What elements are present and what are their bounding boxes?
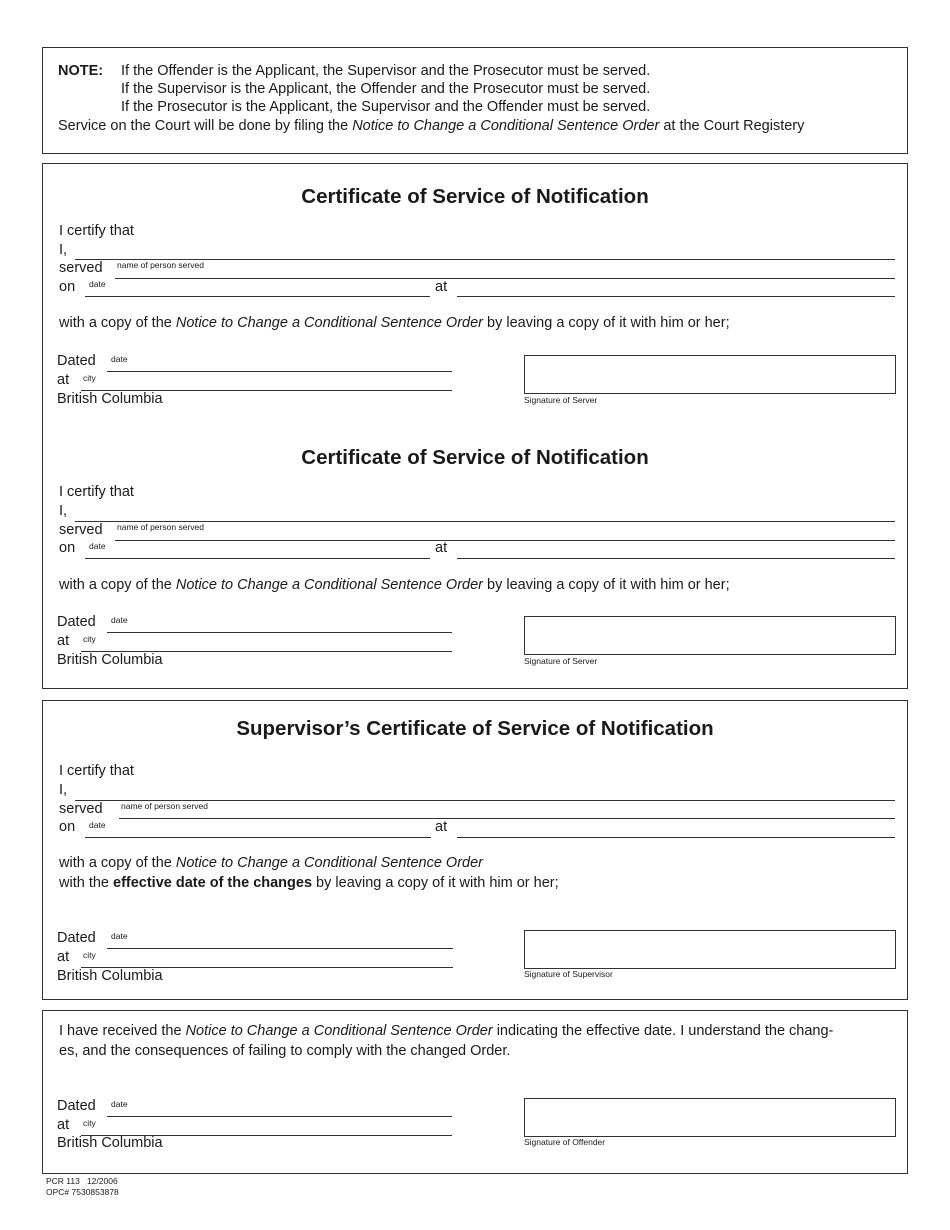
supervisor-signature-label: Signature of Supervisor [524,969,613,979]
cert1-person-served-field[interactable] [115,278,895,279]
offender-acknowledgement-box [42,1010,908,1174]
supervisor-effective-date-text: with the effective date of the changes by leaving a copy of it with him or her; [59,875,559,891]
supervisor-on-label: on [59,819,76,835]
note-line-1: If the Offender is the Applicant, the Supervisor and the Prosecutor must be served. [121,63,651,79]
cert1-certify-text: I certify that [59,223,134,239]
cert1-dated-field[interactable] [107,371,452,372]
offender-signature-label: Signature of Offender [524,1137,606,1147]
supervisor-signature-box[interactable] [524,930,896,969]
supervisor-dated-field[interactable] [107,948,453,949]
supervisor-copy-text: with a copy of the Notice to Change a Conditional Sentence Order [59,855,483,871]
note-line-2: If the Supervisor is the Applicant, the Offender and the Prosecutor must be served. [121,81,651,97]
note-box [42,47,908,154]
opc-number: OPC# 7530853878 [46,1187,119,1197]
cert1-i-label: I, [59,242,68,258]
server-certificates-box [42,163,908,689]
supervisor-city-hint: city [83,950,96,960]
supervisor-dated-hint: date [111,931,128,941]
supervisor-served-date-field[interactable] [85,837,431,838]
cert2-dated-label: Dated [57,614,96,630]
cert2-at2-label: at [57,633,70,649]
supervisor-title: Supervisor’s Certificate of Service of Notification [236,717,714,740]
supervisor-served-label: served [59,801,103,817]
cert2-dated-field[interactable] [107,632,452,633]
offender-received-text: I have received the Notice to Change a Conditional Sentence Order indicating the effective date. I understand the chang- [59,1023,834,1039]
cert1-dated-label: Dated [57,353,96,369]
offender-dated-hint: date [111,1099,128,1109]
cert1-date-hint: date [89,279,106,289]
form-id: PCR 113 12/2006 [46,1176,118,1186]
cert2-name-hint: name of person served [117,522,204,532]
offender-dated-label: Dated [57,1098,96,1114]
supervisor-served-place-field[interactable] [457,837,895,838]
cert1-served-place-field[interactable] [457,296,895,297]
cert2-dated-hint: date [111,615,128,625]
cert1-city-hint: city [83,373,96,383]
cert1-title: Certificate of Service of Notification [301,185,649,208]
offender-at2-label: at [57,1117,70,1133]
supervisor-at-label: at [435,819,448,835]
supervisor-i-label: I, [59,782,68,798]
supervisor-certificate-box [42,700,908,1000]
supervisor-dated-label: Dated [57,930,96,946]
cert2-served-place-field[interactable] [457,558,895,559]
cert2-signature-box[interactable] [524,616,896,655]
supervisor-date-hint: date [89,820,106,830]
cert2-at-label: at [435,540,448,556]
supervisor-at2-label: at [57,949,70,965]
cert1-dated-hint: date [111,354,128,364]
cert2-province: British Columbia [57,652,163,668]
cert1-signature-box[interactable] [524,355,896,394]
cert2-served-label: served [59,522,103,538]
cert1-province: British Columbia [57,391,163,407]
cert1-on-label: on [59,279,76,295]
cert2-on-label: on [59,540,76,556]
offender-province: British Columbia [57,1135,163,1151]
note-label: NOTE: [58,63,104,79]
supervisor-name-hint: name of person served [121,801,208,811]
cert1-signature-label: Signature of Server [524,395,598,405]
cert2-date-hint: date [89,541,106,551]
cert2-city-hint: city [83,634,96,644]
supervisor-certify-text: I certify that [59,763,134,779]
offender-city-hint: city [83,1118,96,1128]
cert1-at2-label: at [57,372,70,388]
cert1-name-hint: name of person served [117,260,204,270]
cert1-at-label: at [435,279,448,295]
cert2-copy-text: with a copy of the Notice to Change a Conditional Sentence Order by leaving a copy of it with him or her; [59,577,730,593]
cert2-certify-text: I certify that [59,484,134,500]
note-line-4: Service on the Court will be done by filing the Notice to Change a Conditional Sentence Order at the Court Registery [58,118,805,134]
offender-signature-box[interactable] [524,1098,896,1137]
cert2-signature-label: Signature of Server [524,656,598,666]
offender-received-text-line-2: es, and the consequences of failing to comply with the changed Order. [59,1043,511,1059]
cert2-person-served-field[interactable] [115,540,895,541]
cert1-copy-text: with a copy of the Notice to Change a Conditional Sentence Order by leaving a copy of it with him or her; [59,315,730,331]
cert1-served-label: served [59,260,103,276]
cert2-title: Certificate of Service of Notification [301,446,649,469]
supervisor-person-served-field[interactable] [119,818,895,819]
cert2-i-label: I, [59,503,68,519]
note-line-3: If the Prosecutor is the Applicant, the Supervisor and the Offender must be served. [121,99,651,115]
supervisor-province: British Columbia [57,968,163,984]
cert1-served-date-field[interactable] [85,296,430,297]
cert2-served-date-field[interactable] [85,558,430,559]
offender-dated-field[interactable] [107,1116,452,1117]
